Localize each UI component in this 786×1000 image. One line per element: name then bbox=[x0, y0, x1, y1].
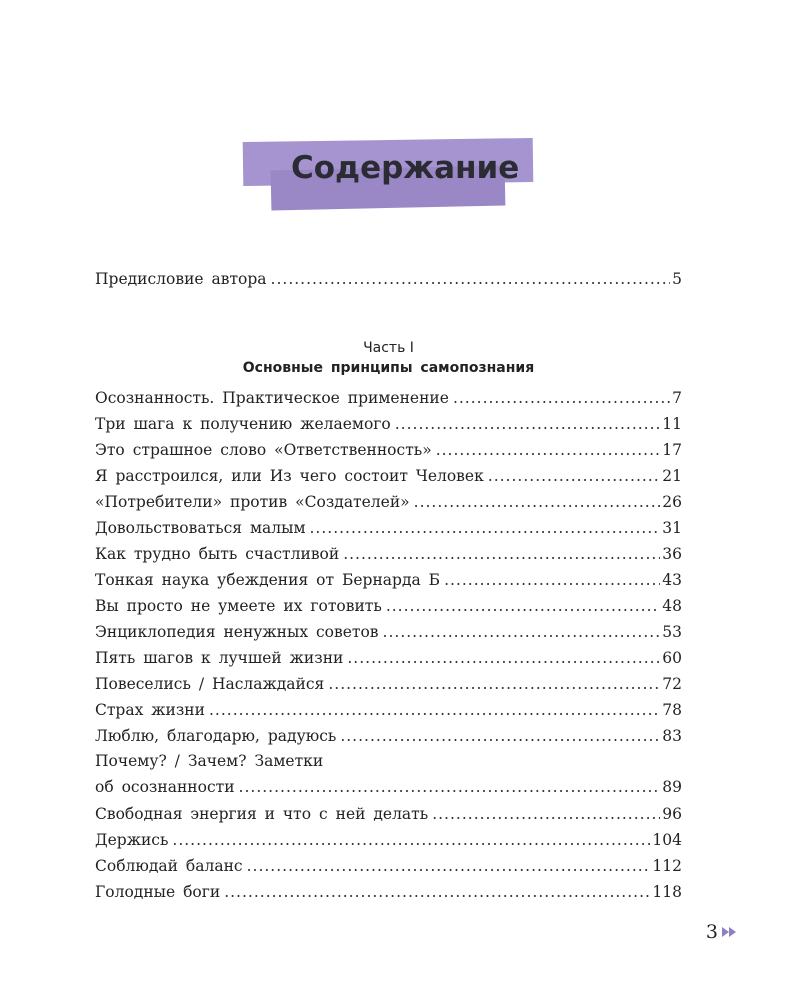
toc-entry bbox=[95, 853, 682, 879]
toc-entry bbox=[95, 541, 682, 567]
toc-entry-page: 36 bbox=[662, 545, 682, 563]
leader-dots bbox=[224, 879, 650, 905]
toc-entry-title-line2: об осознанности bbox=[95, 778, 235, 796]
toc-entry-page: 53 bbox=[662, 623, 682, 641]
page-number: 3 bbox=[705, 921, 718, 943]
toc-entry bbox=[95, 773, 682, 801]
part-heading bbox=[95, 338, 682, 378]
toc-entry bbox=[95, 801, 682, 827]
leader-dots bbox=[414, 489, 661, 515]
leader-dots bbox=[271, 266, 671, 292]
toc-entry-title: Осознанность. Практическое применение bbox=[95, 389, 449, 407]
toc-entry-page: 21 bbox=[662, 467, 682, 485]
leader-dots bbox=[436, 437, 661, 463]
toc-entry bbox=[95, 385, 682, 411]
toc-entry bbox=[95, 266, 682, 292]
leader-dots bbox=[209, 697, 660, 723]
toc-entry-page: 7 bbox=[672, 389, 682, 407]
toc-entry-page: 118 bbox=[652, 883, 682, 901]
toc-entry-title: Предисловие автора bbox=[95, 270, 267, 288]
page-number-footer bbox=[706, 921, 736, 943]
toc-entry-title: Три шага к получению желаемого bbox=[95, 415, 391, 433]
toc-entry-title: Пять шагов к лучшей жизни bbox=[95, 649, 344, 667]
double-chevron-right-icon bbox=[722, 927, 736, 937]
toc-entry-title: Повеселись / Наслаждайся bbox=[95, 675, 325, 693]
toc-entry bbox=[95, 593, 682, 619]
toc-entry bbox=[95, 671, 682, 697]
toc-entry-page: 96 bbox=[662, 805, 682, 823]
toc-entry-title: Голодные боги bbox=[95, 883, 221, 901]
toc-entry bbox=[95, 567, 682, 593]
toc-preface bbox=[95, 266, 682, 292]
leader-dots bbox=[383, 619, 661, 645]
toc-entry-title-line1: Почему? / Зачем? Заметки bbox=[95, 752, 324, 770]
part-name: Основные принципы самопознания bbox=[242, 360, 535, 376]
leader-dots bbox=[386, 593, 660, 619]
toc-entry-title: Соблюдай баланс bbox=[95, 857, 243, 875]
toc-entry bbox=[95, 489, 682, 515]
toc-entry-title: Как трудно быть счастливой bbox=[95, 545, 340, 563]
leader-dots bbox=[488, 463, 660, 489]
toc-entry bbox=[95, 723, 682, 749]
toc-entry bbox=[95, 619, 682, 645]
toc-entry-page: 60 bbox=[662, 649, 682, 667]
leader-dots bbox=[328, 671, 660, 697]
leader-dots bbox=[432, 801, 660, 827]
toc-entry-page: 104 bbox=[652, 831, 682, 849]
toc-entry-page: 43 bbox=[662, 571, 682, 589]
toc-entry-title: Держись bbox=[95, 831, 169, 849]
toc-entry-title: Страх жизни bbox=[95, 701, 205, 719]
toc-entry bbox=[95, 879, 682, 905]
toc-entry bbox=[95, 437, 682, 463]
leader-dots bbox=[172, 827, 650, 853]
toc-entry-page: 31 bbox=[662, 519, 682, 537]
toc-entry-page: 112 bbox=[652, 857, 682, 875]
toc-entry-title: Свободная энергия и что с ней делать bbox=[95, 805, 429, 823]
leader-dots bbox=[347, 645, 660, 671]
leader-dots bbox=[444, 567, 660, 593]
toc-entry-page: 26 bbox=[662, 493, 682, 511]
toc-entry bbox=[95, 697, 682, 723]
toc-list bbox=[95, 385, 682, 905]
leader-dots bbox=[395, 411, 661, 437]
toc-entry-page: 72 bbox=[662, 675, 682, 693]
toc-entry-page: 89 bbox=[662, 778, 682, 796]
toc-entry bbox=[95, 645, 682, 671]
leader-dots bbox=[453, 385, 670, 411]
page-title: Содержание bbox=[291, 150, 520, 186]
toc-entry bbox=[95, 515, 682, 541]
toc-entry-title: Это страшное слово «Ответственность» bbox=[95, 441, 432, 459]
toc-entry bbox=[95, 411, 682, 437]
leader-dots bbox=[310, 515, 661, 541]
toc-entry-title: «Потребители» против «Создателей» bbox=[95, 493, 410, 511]
leader-dots bbox=[343, 541, 660, 567]
leader-dots bbox=[239, 773, 661, 801]
toc-entry-page: 78 bbox=[662, 701, 682, 719]
title-banner bbox=[243, 138, 535, 212]
toc-entry-title: Люблю, благодарю, радуюсь bbox=[95, 727, 337, 745]
toc-entry-title: Вы просто не умеете их готовить bbox=[95, 597, 382, 615]
toc-entry-page: 5 bbox=[672, 270, 682, 288]
toc-entry-page: 83 bbox=[662, 727, 682, 745]
part-number: Часть I bbox=[363, 340, 414, 356]
toc-entry-title: Тонкая наука убеждения от Бернарда Б bbox=[95, 571, 441, 589]
leader-dots bbox=[340, 723, 660, 749]
toc-entry-page: 48 bbox=[662, 597, 682, 615]
toc-entry-page: 11 bbox=[662, 415, 682, 433]
toc-entry bbox=[95, 827, 682, 853]
toc-entry-title: Энциклопедия ненужных советов bbox=[95, 623, 379, 641]
toc-entry-page: 17 bbox=[662, 441, 682, 459]
toc-entry-title: Я расстроился, или Из чего состоит Человек bbox=[95, 467, 484, 485]
toc-entry-multiline bbox=[95, 749, 682, 801]
toc-entry bbox=[95, 463, 682, 489]
toc-entry-title: Довольствоваться малым bbox=[95, 519, 306, 537]
leader-dots bbox=[247, 853, 651, 879]
